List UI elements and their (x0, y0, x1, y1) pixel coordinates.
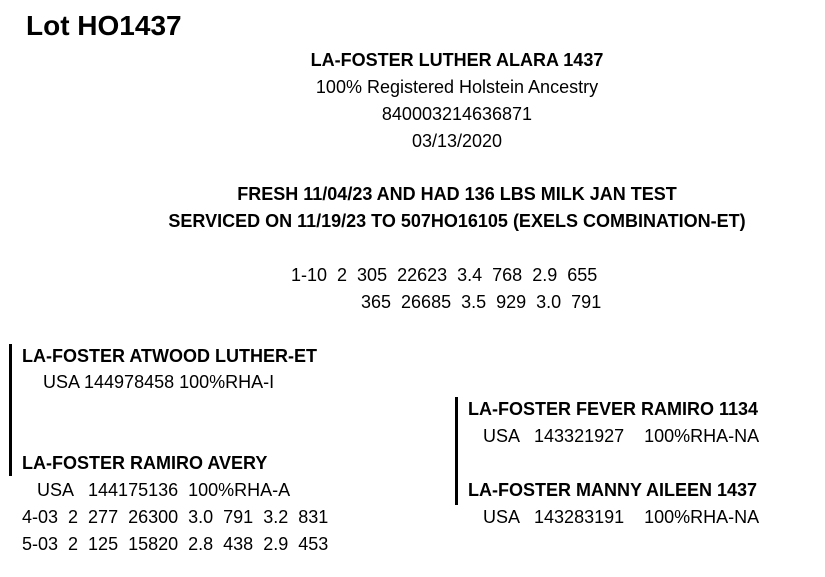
fresh-note: FRESH 11/04/23 AND HAD 136 LBS MILK JAN TEST (237, 184, 677, 204)
sire-name: LA-FOSTER ATWOOD LUTHER-ET (22, 346, 317, 366)
cow-id: 840003214636871 (381, 104, 533, 124)
dam-record-2: 5-03 2 125 15820 2.8 438 2.9 453 (22, 534, 329, 554)
record-line-1: 1-10 2 305 22623 3.4 768 2.9 655 (291, 265, 598, 285)
dam-parents-bracket-line (455, 397, 458, 505)
dam-dam-registration: USA 143283191 100%RHA-NA (483, 507, 760, 527)
dam-registration: USA 144175136 100%RHA-A (37, 480, 291, 500)
cow-birth-date: 03/13/2020 (411, 131, 503, 151)
pedigree-bracket-line (9, 344, 12, 476)
serviced-note: SERVICED ON 11/19/23 TO 507HO16105 (EXELS COMBINATION-ET) (168, 211, 746, 231)
dam-sire-registration: USA 143321927 100%RHA-NA (483, 426, 760, 446)
cow-ancestry: 100% Registered Holstein Ancestry (315, 77, 599, 97)
lot-number: Lot HO1437 (26, 10, 182, 41)
dam-name: LA-FOSTER RAMIRO AVERY (22, 453, 268, 473)
record-line-2: 365 26685 3.5 929 3.0 791 (361, 292, 602, 312)
dam-record-1: 4-03 2 277 26300 3.0 791 3.2 831 (22, 507, 329, 527)
dam-sire-name: LA-FOSTER FEVER RAMIRO 1134 (468, 399, 759, 419)
sire-registration: USA 144978458 100%RHA-I (43, 372, 275, 392)
dam-dam-name: LA-FOSTER MANNY AILEEN 1437 (468, 480, 758, 500)
cow-name: LA-FOSTER LUTHER ALARA 1437 (310, 50, 604, 70)
